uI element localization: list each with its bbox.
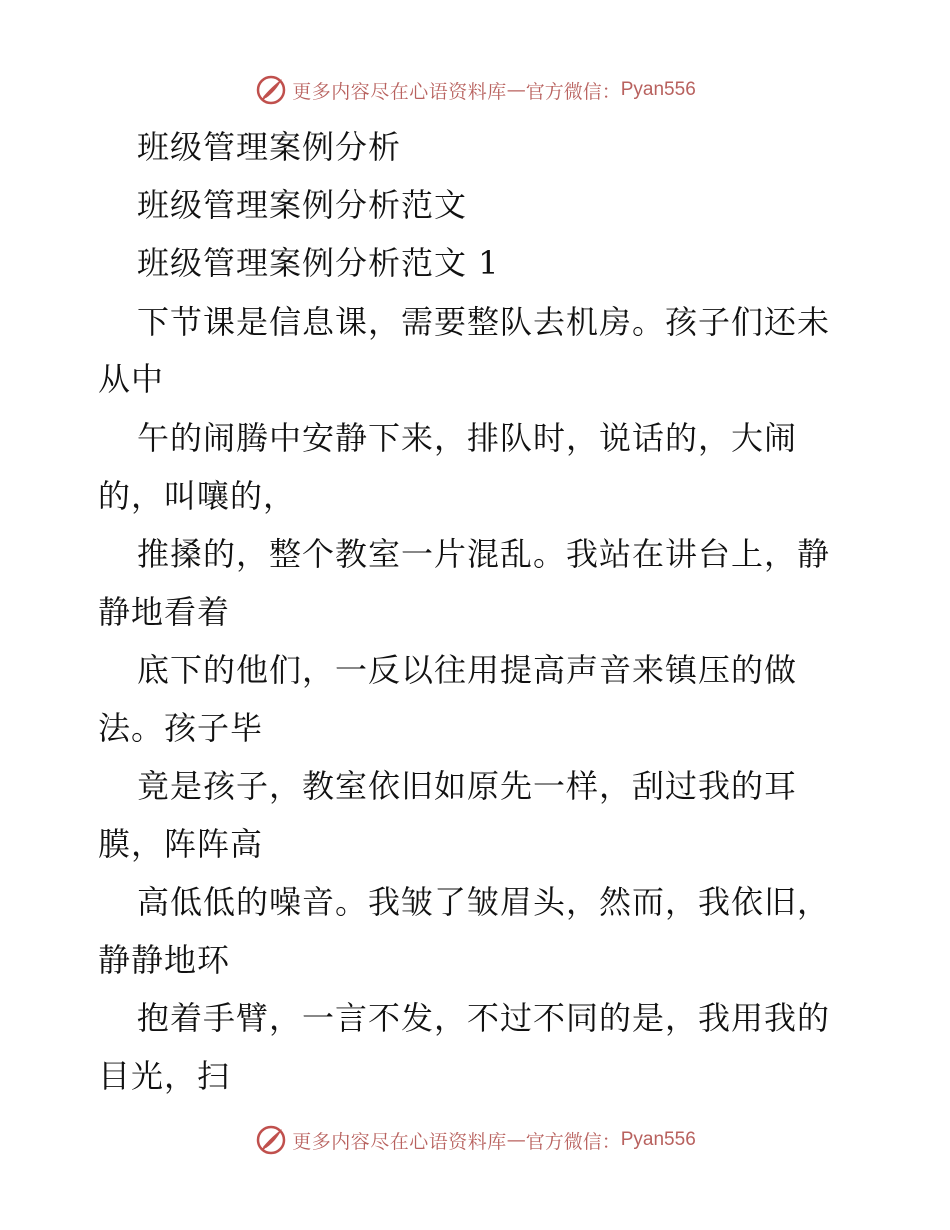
doc-title: 班级管理案例分析 <box>137 128 402 166</box>
paragraph-line: 静静地环 <box>98 941 231 979</box>
paragraph-line: 目光，扫 <box>98 1057 231 1095</box>
header-wechat-label: 官方微信： <box>525 80 621 103</box>
paragraph-line: 竟是孩子，教室依旧如原先一样，刮过我的耳 <box>137 767 798 805</box>
feather-logo-icon <box>254 1123 288 1157</box>
paragraph-line: 膜，阵阵高 <box>98 825 264 863</box>
paragraph-line: 高低低的噪音。我皱了皱眉头，然而，我依旧， <box>137 883 831 921</box>
paragraph-line: 下节课是信息课，需要整队去机房。孩子们还未 <box>137 303 831 341</box>
footer-tagline: 更多内容尽在心语资料库 <box>292 1130 507 1153</box>
header-wechat-id: Pyan556 <box>620 79 696 100</box>
footer-separator: — <box>506 1129 526 1151</box>
paragraph-line: 从中 <box>98 360 165 398</box>
doc-subtitle: 班级管理案例分析范文 <box>137 186 468 224</box>
paragraph-line: 底下的他们，一反以往用提高声音来镇压的做 <box>137 651 798 689</box>
header-banner <box>0 68 950 112</box>
paragraph-line: 静地看着 <box>98 593 231 631</box>
doc-section-heading: 班级管理案例分析范文 1 <box>137 244 500 282</box>
footer-wechat-id: Pyan556 <box>620 1129 696 1150</box>
footer-banner <box>0 1118 950 1162</box>
paragraph-line: 的，叫嚷的， <box>98 477 297 515</box>
paragraph-line: 抱着手臂，一言不发，不过不同的是，我用我的 <box>137 999 831 1037</box>
paragraph-line: 法。孩子毕 <box>98 709 264 747</box>
feather-logo-icon <box>254 73 288 107</box>
paragraph-line: 午的闹腾中安静下来，排队时，说话的，大闹 <box>137 419 798 457</box>
header-separator: — <box>506 79 526 101</box>
footer-wechat-label: 官方微信： <box>525 1130 621 1153</box>
paragraph-line: 推搡的，整个教室一片混乱。我站在讲台上，静 <box>137 535 831 573</box>
header-tagline: 更多内容尽在心语资料库 <box>292 80 507 103</box>
